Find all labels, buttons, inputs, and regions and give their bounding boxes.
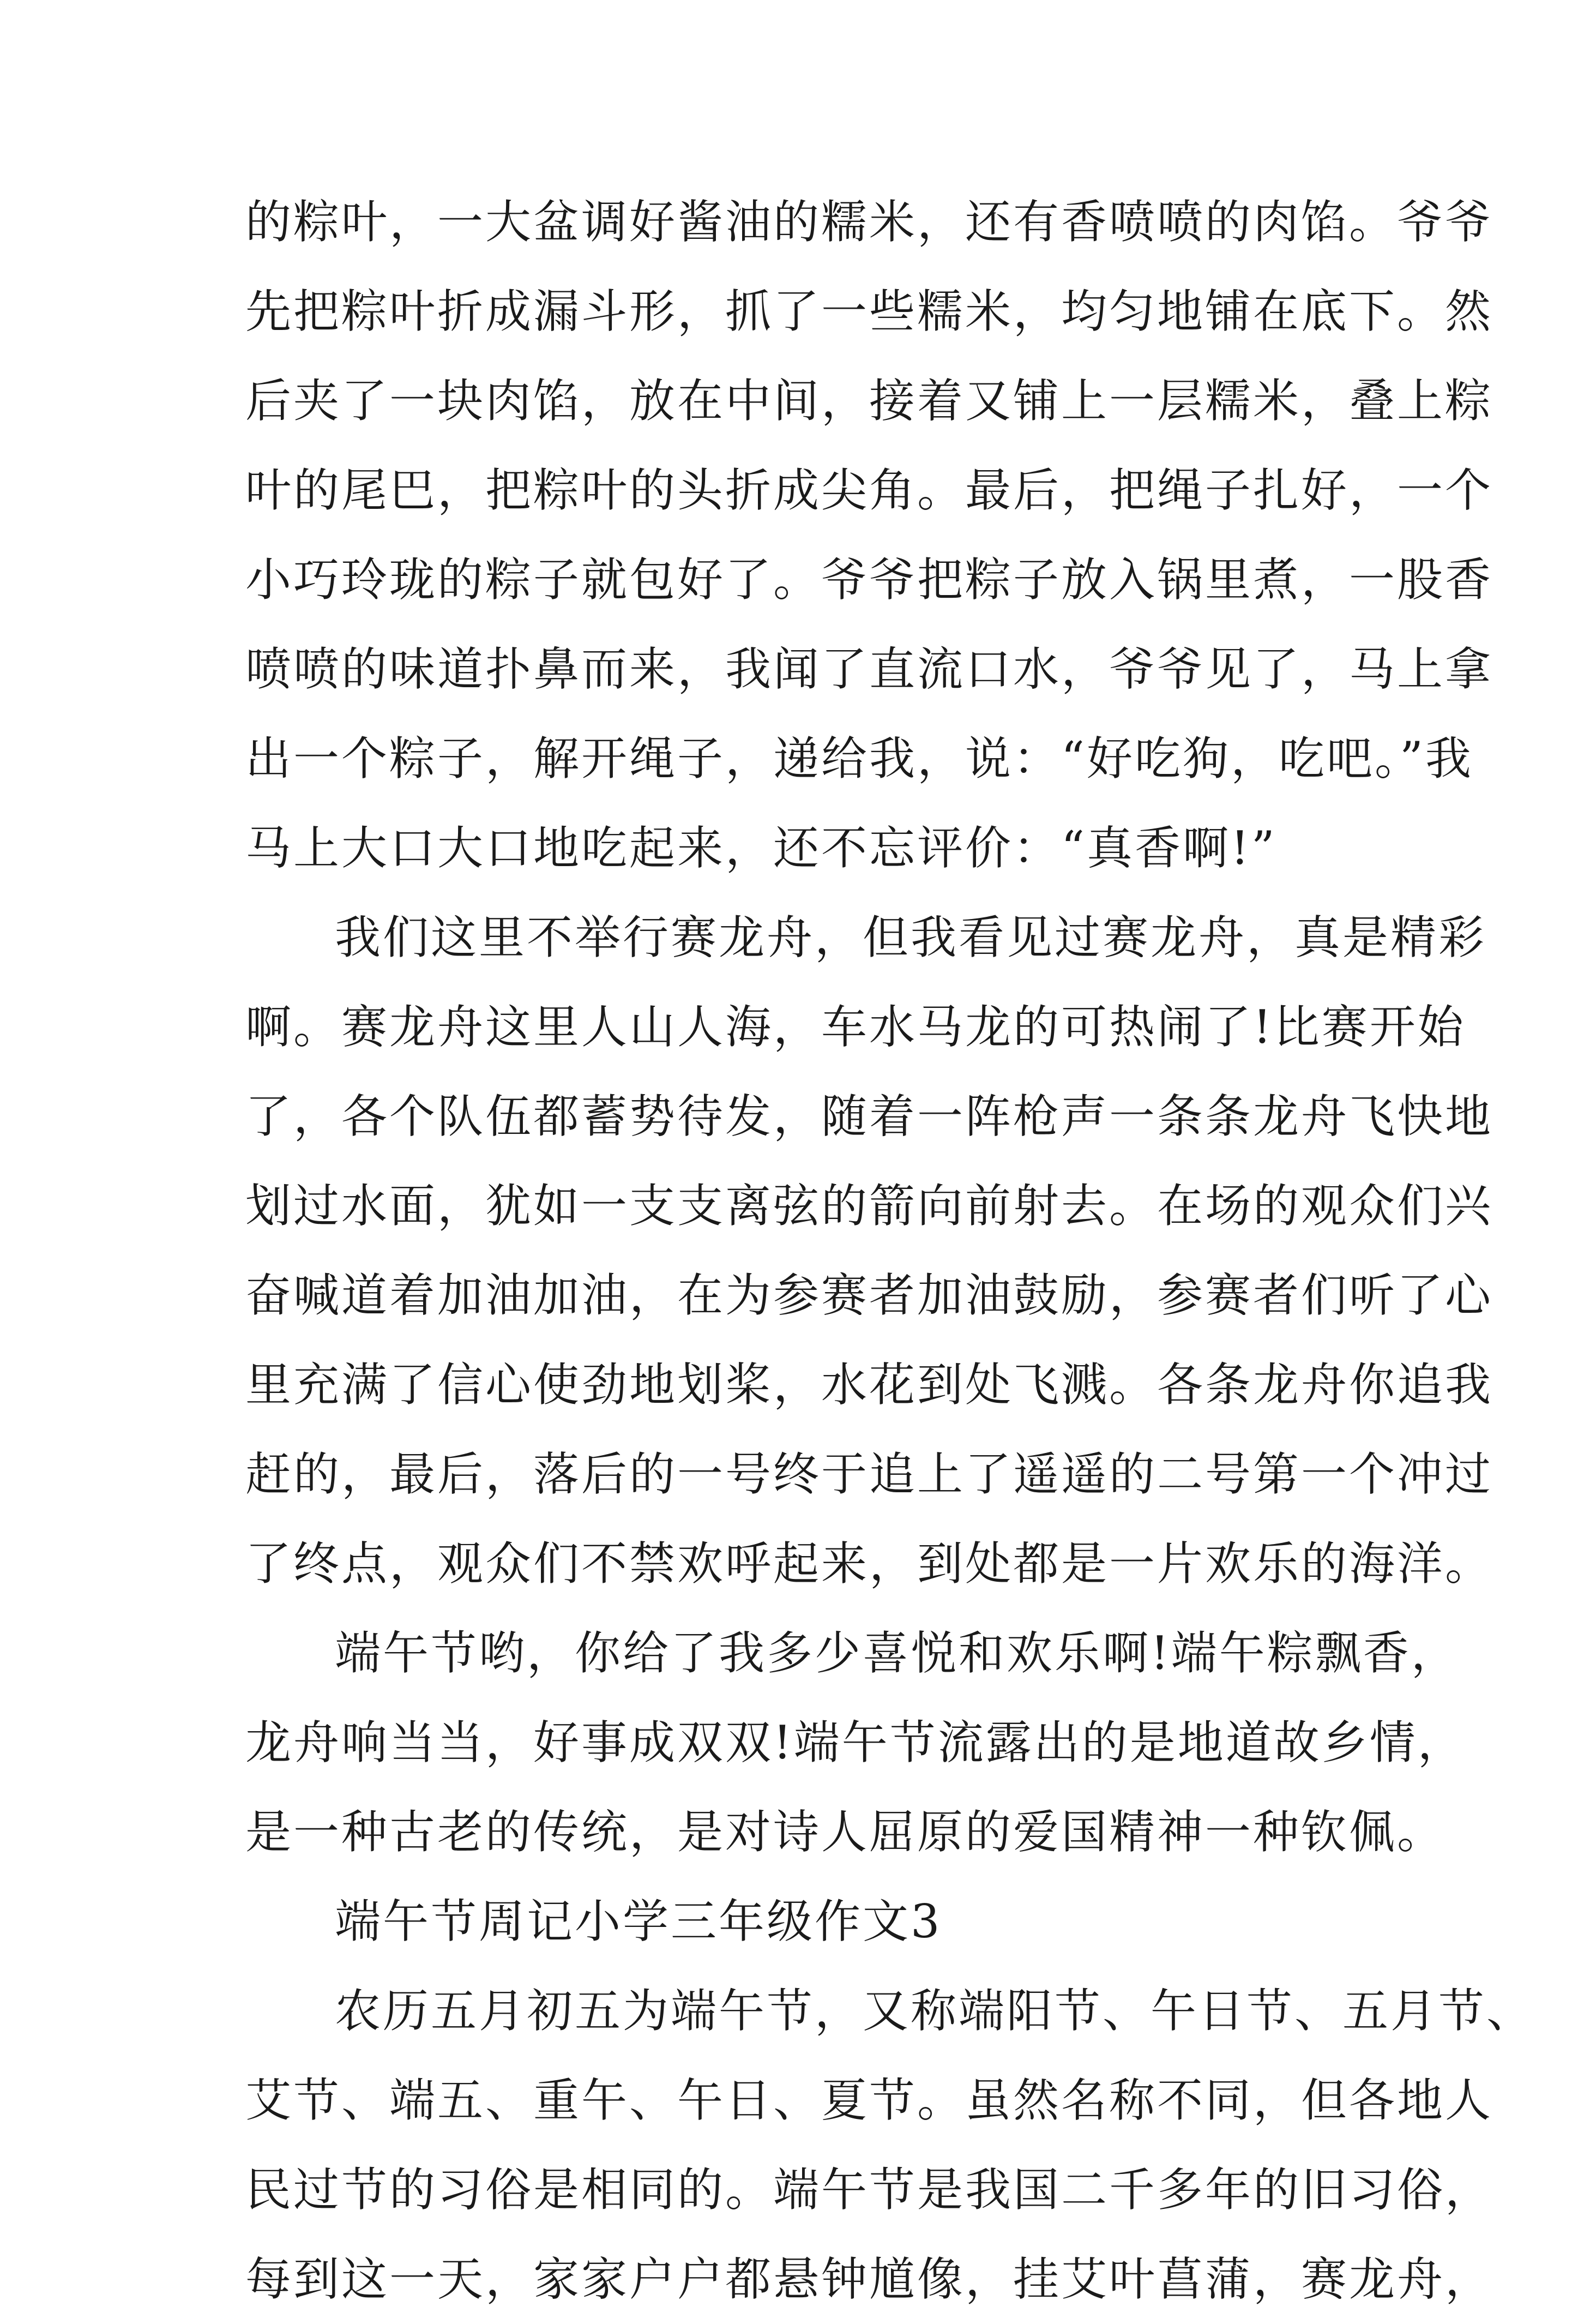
text-line: 是一种古老的传统，是对诗人屈原的爱国精神一种钦佩。 <box>245 1805 1446 1859</box>
text-line: 小巧玲珑的粽子就包好了。爷爷把粽子放入锅里煮，一股香 <box>245 553 1493 606</box>
document-body <box>245 177 1535 2324</box>
text-line: 划过水面，犹如一支支离弦的箭向前射去。在场的观众们兴 <box>245 1179 1493 1233</box>
text-line: 啊。赛龙舟这里人山人海，车水马龙的可热闹了!比赛开始 <box>245 1000 1466 1054</box>
text-line: 后夹了一块肉馅，放在中间，接着又铺上一层糯米，叠上粽 <box>245 374 1493 428</box>
text-line: 出一个粽子，解开绳子，递给我，说：“好吃狗，吃吧。”我 <box>245 732 1473 785</box>
section-heading: 端午节周记小学三年级作文3 <box>335 1895 942 1948</box>
text-line: 喷喷的味道扑鼻而来，我闻了直流口水，爷爷见了，马上拿 <box>245 642 1493 696</box>
text-line: 的粽叶，一大盆调好酱油的糯米，还有香喷喷的肉馅。爷爷 <box>245 195 1493 249</box>
text-line: 奋喊道着加油加油，在为参赛者加油鼓励，参赛者们听了心 <box>245 1269 1493 1322</box>
text-line: 先把粽叶折成漏斗形，抓了一些糯米，均匀地铺在底下。然 <box>245 285 1493 338</box>
text-line: 里充满了信心使劲地划桨，水花到处飞溅。各条龙舟你追我 <box>245 1358 1493 1412</box>
text-line: 了，各个队伍都蓄势待发，随着一阵枪声一条条龙舟飞快地 <box>245 1090 1493 1143</box>
paragraph-start-line: 我们这里不举行赛龙舟，但我看见过赛龙舟，真是精彩 <box>335 911 1487 964</box>
text-line: 龙舟响当当，好事成双双!端午节流露出的是地道故乡情， <box>245 1716 1466 1769</box>
text-line: 赶的，最后，落后的一号终于追上了遥遥的二号第一个冲过 <box>245 1448 1493 1501</box>
text-line: 每到这一天，家家户户都悬钟馗像，挂艾叶菖蒲，赛龙舟， <box>245 2253 1493 2306</box>
text-line: 叶的尾巴，把粽叶的头折成尖角。最后，把绳子扎好，一个 <box>245 464 1493 517</box>
text-line: 马上大口大口地吃起来，还不忘评价：“真香啊!” <box>245 821 1277 875</box>
paragraph-start-line: 端午节哟，你给了我多少喜悦和欢乐啊!端午粽飘香， <box>335 1626 1459 1680</box>
text-line: 艾节、端五、重午、午日、夏节。虽然名称不同，但各地人 <box>245 2074 1493 2127</box>
text-line: 民过节的习俗是相同的。端午节是我国二千多年的旧习俗， <box>245 2163 1493 2217</box>
text-line: 了终点，观众们不禁欢呼起来，到处都是一片欢乐的海洋。 <box>245 1537 1493 1590</box>
paragraph-start-line: 农历五月初五为端午节，又称端阳节、午日节、五月节、 <box>335 1984 1535 2038</box>
